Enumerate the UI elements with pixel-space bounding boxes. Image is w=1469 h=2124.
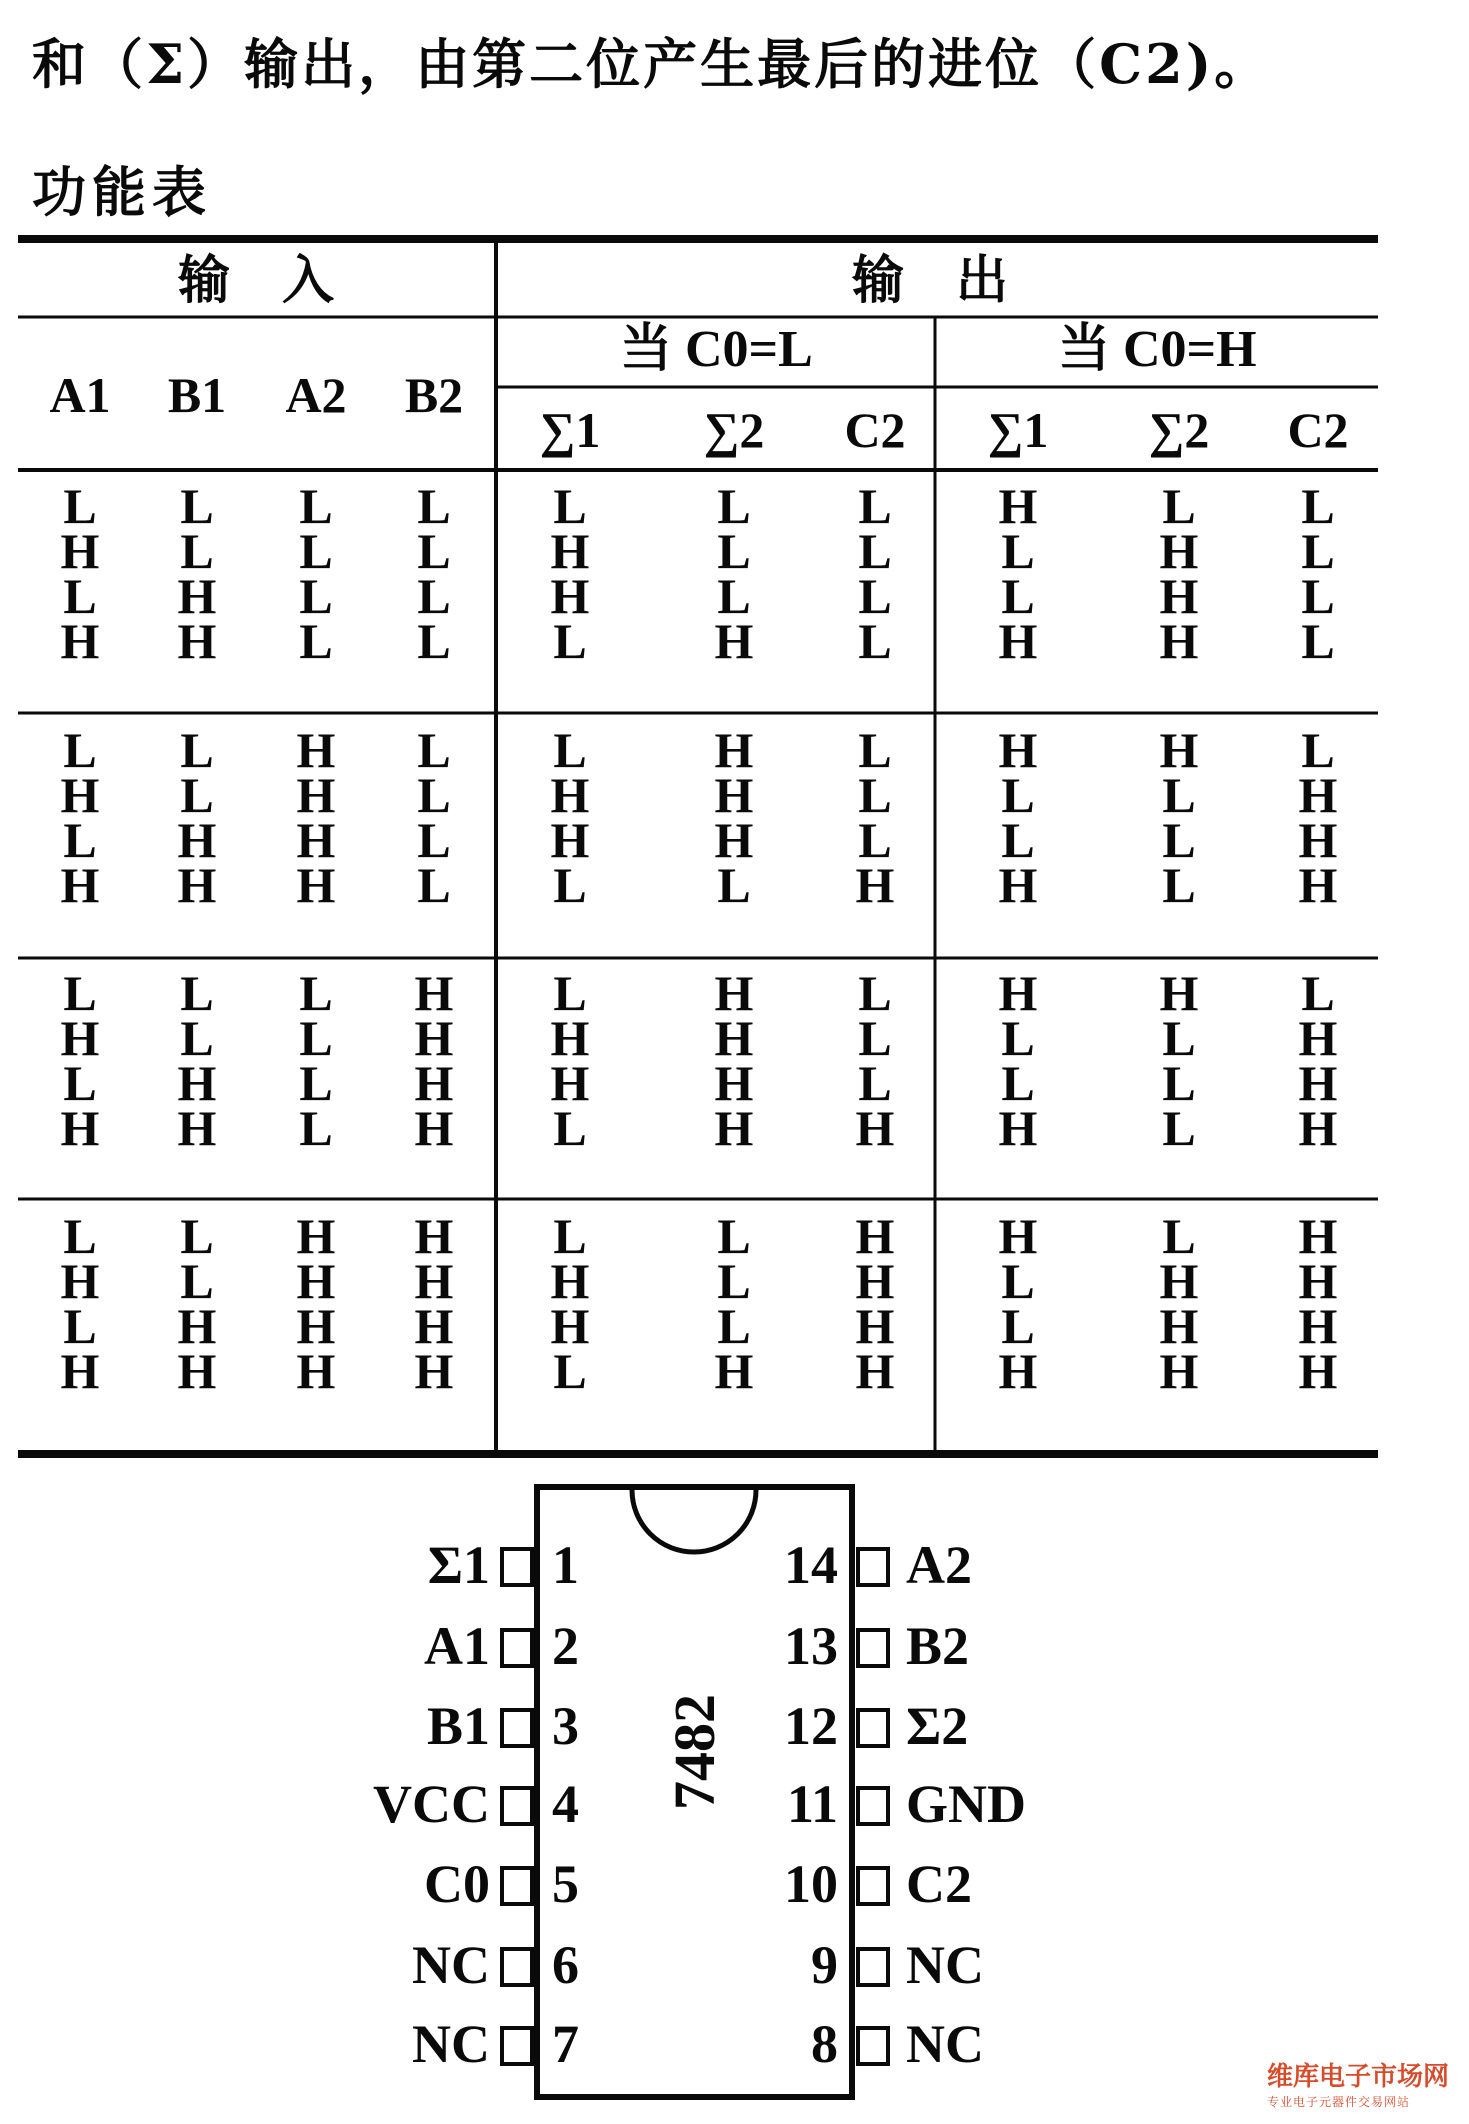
cell-sum1-high: L xyxy=(1001,1010,1035,1066)
header-c0-high: 当 C0=H xyxy=(1058,321,1257,378)
pin-name-left: Σ1 xyxy=(427,1535,490,1595)
pin-number-left: 4 xyxy=(552,1774,579,1834)
pin-number-left: 5 xyxy=(552,1854,579,1914)
cell-c2-high: H xyxy=(1298,1253,1338,1309)
cell-b2: L xyxy=(417,568,451,624)
cell-sum2-high: H xyxy=(1159,1343,1199,1399)
cell-sum2-high: H xyxy=(1159,613,1199,669)
cell-c2-high: H xyxy=(1298,812,1338,868)
pin-box-left xyxy=(502,1949,532,1985)
pin-number-left: 2 xyxy=(552,1616,579,1676)
cell-sum2-high: H xyxy=(1159,523,1199,579)
cell-sum1-high: H xyxy=(998,1208,1038,1264)
pin-box-right xyxy=(858,2028,888,2064)
col-header-a1: A1 xyxy=(49,367,111,423)
watermark-main: 维库电子市场网 xyxy=(1266,2062,1449,2092)
cell-c2-high: H xyxy=(1298,1208,1338,1264)
cell-b2: H xyxy=(414,965,454,1021)
cell-c2-low: H xyxy=(855,1298,895,1354)
cell-a1: H xyxy=(60,1253,100,1309)
cell-sum2-high: H xyxy=(1159,722,1199,778)
cell-c2-high: L xyxy=(1301,478,1335,534)
cell-sum1-low: L xyxy=(553,857,587,913)
cell-b1: L xyxy=(180,1010,214,1066)
cell-a2: H xyxy=(296,1298,336,1354)
cell-sum2-high: L xyxy=(1162,1208,1196,1264)
pin-box-left xyxy=(502,2028,532,2064)
cell-sum1-high: L xyxy=(1001,812,1035,868)
cell-c2-high: L xyxy=(1301,613,1335,669)
pin-name-left: B1 xyxy=(426,1696,490,1756)
cell-c2-high: H xyxy=(1298,1100,1338,1156)
pin-box-left xyxy=(502,1788,532,1824)
pin-number-left: 1 xyxy=(552,1535,579,1595)
cell-a1: L xyxy=(63,722,97,778)
cell-a2: L xyxy=(299,1100,333,1156)
cell-a1: L xyxy=(63,478,97,534)
cell-sum1-high: H xyxy=(998,722,1038,778)
cell-a1: L xyxy=(63,568,97,624)
cell-c2-high: L xyxy=(1301,722,1335,778)
pin-box-right xyxy=(858,1549,888,1585)
cell-sum2-low: L xyxy=(717,1298,751,1354)
cell-a1: H xyxy=(60,523,100,579)
cell-a2: H xyxy=(296,767,336,823)
cell-c2-high: H xyxy=(1298,767,1338,823)
cell-sum2-high: L xyxy=(1162,1010,1196,1066)
cell-b2: L xyxy=(417,722,451,778)
cell-c2-low: H xyxy=(855,1208,895,1264)
cell-sum2-high: H xyxy=(1159,1298,1199,1354)
cell-a2: H xyxy=(296,1343,336,1399)
cell-a1: H xyxy=(60,1100,100,1156)
pin-name-right: C2 xyxy=(906,1854,972,1914)
cell-b2: L xyxy=(417,613,451,669)
pin-box-right xyxy=(858,1868,888,1904)
cell-b1: H xyxy=(177,812,217,868)
col-header-sum1-low: ∑1 xyxy=(539,402,601,458)
cell-sum1-high: L xyxy=(1001,1055,1035,1111)
cell-c2-low: L xyxy=(858,965,892,1021)
cell-sum1-low: L xyxy=(553,613,587,669)
pin-name-left: C0 xyxy=(424,1854,490,1914)
cell-c2-low: L xyxy=(858,722,892,778)
col-header-c2-low: C2 xyxy=(844,402,906,458)
cell-sum1-high: L xyxy=(1001,568,1035,624)
pin-box-left xyxy=(502,1710,532,1746)
cell-sum1-low: H xyxy=(550,568,590,624)
cell-sum2-low: H xyxy=(714,767,754,823)
cell-sum2-high: L xyxy=(1162,478,1196,534)
cell-sum1-low: L xyxy=(553,478,587,534)
cell-sum1-low: H xyxy=(550,1010,590,1066)
cell-b1: H xyxy=(177,1298,217,1354)
cell-b2: H xyxy=(414,1010,454,1066)
cell-sum2-low: H xyxy=(714,812,754,868)
cell-sum2-high: L xyxy=(1162,1055,1196,1111)
cell-b1: H xyxy=(177,568,217,624)
cell-sum2-high: L xyxy=(1162,857,1196,913)
pin-number-right: 11 xyxy=(786,1774,838,1834)
cell-b2: L xyxy=(417,478,451,534)
cell-sum2-low: H xyxy=(714,965,754,1021)
cell-a2: L xyxy=(299,1010,333,1066)
pin-name-right: NC xyxy=(906,1935,984,1995)
col-header-sum2-low: ∑2 xyxy=(703,402,765,458)
cell-sum2-low: H xyxy=(714,1343,754,1399)
cell-a1: L xyxy=(63,965,97,1021)
cell-sum1-high: L xyxy=(1001,523,1035,579)
cell-sum2-high: L xyxy=(1162,1100,1196,1156)
cell-b2: H xyxy=(414,1208,454,1264)
pin-number-right: 8 xyxy=(811,2014,838,2074)
cell-sum1-low: H xyxy=(550,1055,590,1111)
cell-b1: L xyxy=(180,1208,214,1264)
cell-sum1-low: H xyxy=(550,1298,590,1354)
pin-number-left: 6 xyxy=(552,1935,579,1995)
cell-a1: L xyxy=(63,1055,97,1111)
cell-sum1-low: L xyxy=(553,1100,587,1156)
cell-c2-high: H xyxy=(1298,1343,1338,1399)
pin-box-right xyxy=(858,1788,888,1824)
cell-b1: H xyxy=(177,1055,217,1111)
cell-sum1-high: H xyxy=(998,478,1038,534)
cell-a1: H xyxy=(60,857,100,913)
cell-b1: H xyxy=(177,1343,217,1399)
pin-name-left: VCC xyxy=(373,1774,490,1834)
cell-sum1-low: L xyxy=(553,965,587,1021)
cell-b1: H xyxy=(177,857,217,913)
cell-b2: L xyxy=(417,523,451,579)
pin-box-left xyxy=(502,1630,532,1666)
cell-c2-low: L xyxy=(858,568,892,624)
cell-b2: L xyxy=(417,857,451,913)
pin-name-left: NC xyxy=(412,2014,490,2074)
cell-b1: L xyxy=(180,478,214,534)
cell-b2: H xyxy=(414,1298,454,1354)
watermark xyxy=(1267,2056,1449,2110)
cell-a2: H xyxy=(296,1253,336,1309)
cell-sum1-low: H xyxy=(550,1253,590,1309)
cell-a1: L xyxy=(63,1208,97,1264)
cell-sum2-high: L xyxy=(1162,812,1196,868)
cell-c2-low: L xyxy=(858,478,892,534)
cell-c2-low: L xyxy=(858,767,892,823)
cell-sum1-low: L xyxy=(553,722,587,778)
pin-name-right: Σ2 xyxy=(906,1696,969,1756)
cell-b2: H xyxy=(414,1343,454,1399)
cell-b1: L xyxy=(180,722,214,778)
cell-b2: H xyxy=(414,1100,454,1156)
cell-a2: H xyxy=(296,857,336,913)
cell-c2-high: L xyxy=(1301,523,1335,579)
cell-sum2-high: H xyxy=(1159,1253,1199,1309)
cell-sum1-low: H xyxy=(550,523,590,579)
pin-box-right xyxy=(858,1710,888,1746)
cell-b2: L xyxy=(417,767,451,823)
pin-number-right: 13 xyxy=(784,1616,838,1676)
cell-a1: L xyxy=(63,812,97,868)
pin-number-right: 14 xyxy=(784,1535,838,1595)
cell-sum2-low: L xyxy=(717,857,751,913)
cell-a1: L xyxy=(63,1298,97,1354)
cell-sum1-high: L xyxy=(1001,1298,1035,1354)
col-header-sum1-high: ∑1 xyxy=(987,402,1049,458)
pin-box-left xyxy=(502,1549,532,1585)
cell-sum1-high: H xyxy=(998,857,1038,913)
pin-name-right: A2 xyxy=(906,1535,972,1595)
cell-sum2-high: H xyxy=(1159,965,1199,1021)
cell-sum1-low: H xyxy=(550,812,590,868)
col-header-b2: B2 xyxy=(404,367,464,423)
cell-b1: H xyxy=(177,613,217,669)
header-c0-low: 当 C0=L xyxy=(620,321,813,378)
header-outputs: 输 出 xyxy=(852,253,1009,310)
cell-sum1-high: H xyxy=(998,613,1038,669)
pin-number-right: 9 xyxy=(811,1935,838,1995)
pin-box-right xyxy=(858,1949,888,1985)
cell-c2-high: H xyxy=(1298,1055,1338,1111)
cell-c2-high: L xyxy=(1301,568,1335,624)
cell-c2-high: H xyxy=(1298,1010,1338,1066)
cell-sum1-high: H xyxy=(998,1100,1038,1156)
cell-sum1-low: H xyxy=(550,767,590,823)
cell-sum2-low: H xyxy=(714,1100,754,1156)
cell-a2: H xyxy=(296,722,336,778)
cell-c2-low: L xyxy=(858,523,892,579)
pin-box-right xyxy=(858,1630,888,1666)
pin-name-right: B2 xyxy=(906,1616,970,1676)
cell-c2-low: L xyxy=(858,812,892,868)
cell-a2: L xyxy=(299,568,333,624)
cell-a2: L xyxy=(299,523,333,579)
cell-sum1-low: L xyxy=(553,1343,587,1399)
cell-b1: L xyxy=(180,965,214,1021)
pin-number-right: 10 xyxy=(784,1854,838,1914)
cell-a2: L xyxy=(299,478,333,534)
pin-name-right: GND xyxy=(906,1774,1026,1834)
col-header-c2-high: C2 xyxy=(1287,402,1349,458)
cell-a2: H xyxy=(296,1208,336,1264)
cell-c2-low: H xyxy=(855,1343,895,1399)
cell-b2: H xyxy=(414,1055,454,1111)
cell-b1: H xyxy=(177,1100,217,1156)
cell-sum2-low: H xyxy=(714,722,754,778)
pin-number-left: 7 xyxy=(552,2014,579,2074)
pin-name-right: NC xyxy=(906,2014,984,2074)
cell-c2-high: L xyxy=(1301,965,1335,1021)
col-header-sum2-high: ∑2 xyxy=(1148,402,1210,458)
cell-sum2-low: L xyxy=(717,1208,751,1264)
cell-c2-high: H xyxy=(1298,1298,1338,1354)
chip-name: 7482 xyxy=(662,1694,727,1810)
cell-c2-low: L xyxy=(858,1010,892,1066)
cell-sum2-low: H xyxy=(714,613,754,669)
cell-sum1-high: L xyxy=(1001,767,1035,823)
col-header-a2: A2 xyxy=(285,367,347,423)
cell-c2-low: H xyxy=(855,1253,895,1309)
cell-sum1-high: L xyxy=(1001,1253,1035,1309)
cell-sum1-high: H xyxy=(998,1343,1038,1399)
cell-a1: H xyxy=(60,1343,100,1399)
cell-sum2-low: L xyxy=(717,568,751,624)
cell-a1: H xyxy=(60,613,100,669)
cell-a2: L xyxy=(299,613,333,669)
cell-sum1-high: H xyxy=(998,965,1038,1021)
intro-text: 和（Σ）输出，由第二位产生最后的进位（C2)。 xyxy=(32,32,1272,96)
cell-b1: L xyxy=(180,1253,214,1309)
cell-sum2-high: L xyxy=(1162,767,1196,823)
table-caption: 功能表 xyxy=(32,160,212,224)
cell-sum2-low: H xyxy=(714,1010,754,1066)
cell-a1: H xyxy=(60,1010,100,1066)
cell-c2-low: H xyxy=(855,857,895,913)
pin-number-right: 12 xyxy=(784,1696,838,1756)
header-inputs: 输 入 xyxy=(178,253,335,310)
pin-number-left: 3 xyxy=(552,1696,579,1756)
cell-a2: L xyxy=(299,965,333,1021)
cell-sum2-low: H xyxy=(714,1055,754,1111)
pin-name-left: NC xyxy=(412,1935,490,1995)
cell-a1: H xyxy=(60,767,100,823)
cell-sum2-low: L xyxy=(717,1253,751,1309)
pin-name-left: A1 xyxy=(424,1616,490,1676)
cell-b1: L xyxy=(180,523,214,579)
cell-sum1-low: L xyxy=(553,1208,587,1264)
cell-c2-high: H xyxy=(1298,857,1338,913)
watermark-sub: 专业电子元器件交易网站 xyxy=(1266,2095,1410,2109)
cell-c2-low: H xyxy=(855,1100,895,1156)
cell-sum2-low: L xyxy=(717,478,751,534)
cell-b1: L xyxy=(180,767,214,823)
cell-c2-low: L xyxy=(858,1055,892,1111)
cell-b2: H xyxy=(414,1253,454,1309)
cell-b2: L xyxy=(417,812,451,868)
pin-box-left xyxy=(502,1868,532,1904)
cell-c2-low: L xyxy=(858,613,892,669)
cell-a2: L xyxy=(299,1055,333,1111)
cell-sum2-low: L xyxy=(717,523,751,579)
cell-sum2-high: H xyxy=(1159,568,1199,624)
cell-a2: H xyxy=(296,812,336,868)
col-header-b1: B1 xyxy=(167,367,227,423)
